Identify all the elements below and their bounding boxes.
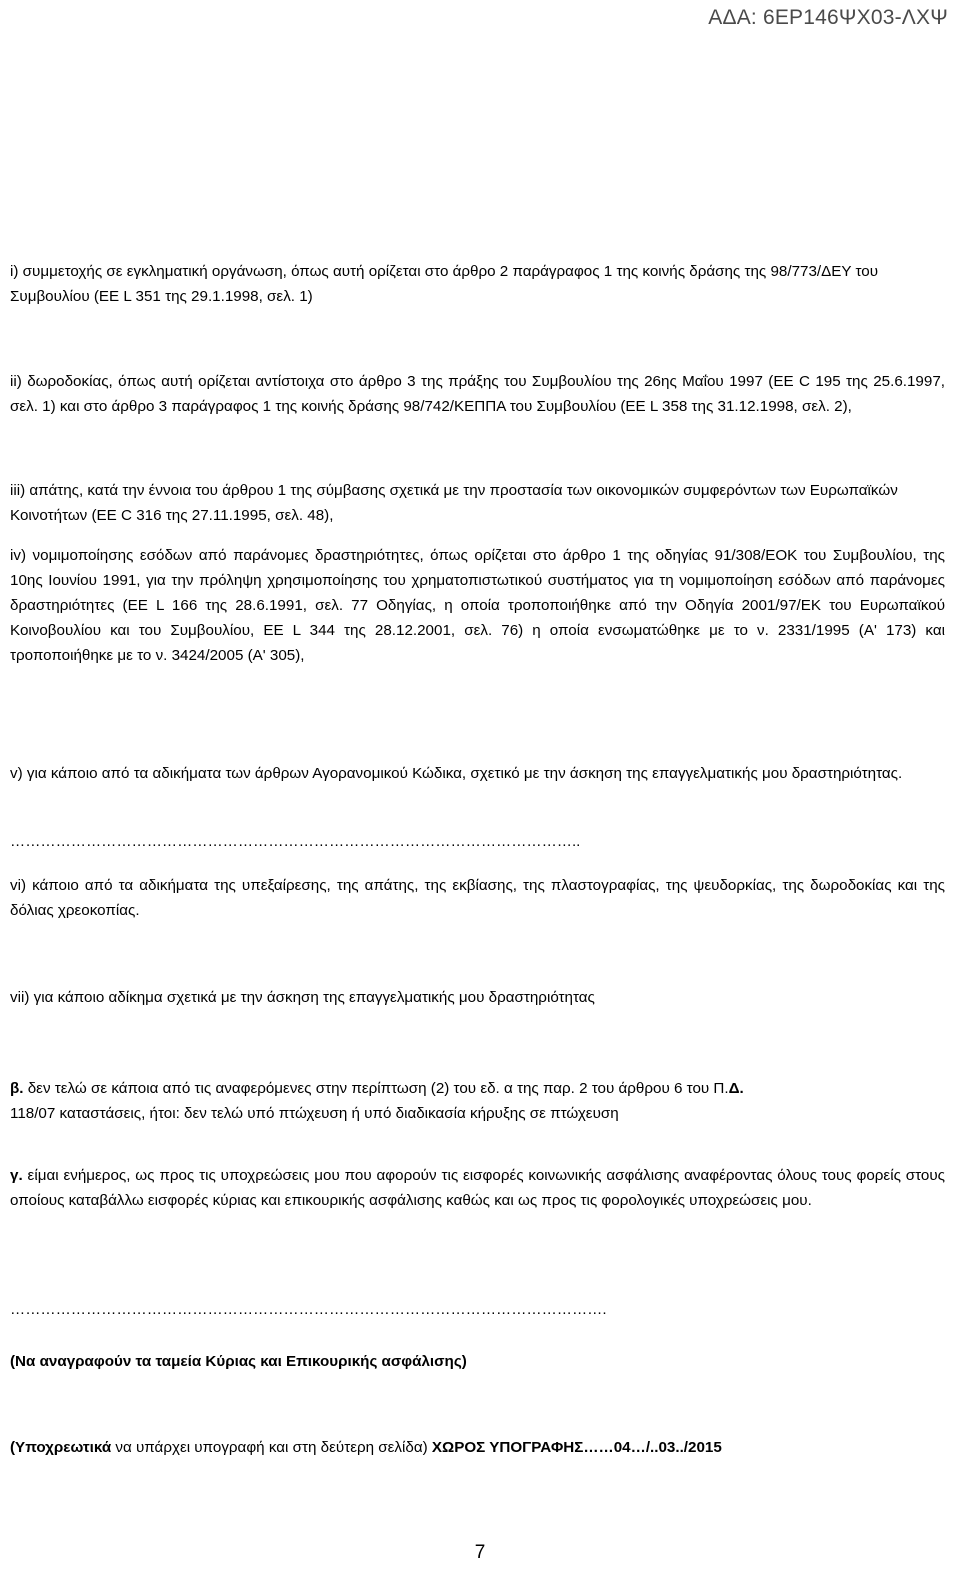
page-number: 7 <box>474 1542 486 1563</box>
item-vi: vi) κάποιο από τα αδικήματα της υπεξαίρεσης, της απάτης, της εκβίασης, της πλαστογραφίας, της ψευδορκίας, της δωροδοκίας και της δόλιας χρεοκοπίας. <box>10 877 945 919</box>
section-c <box>10 1163 945 1213</box>
item-i: i) συμμετοχής σε εγκληματική οργάνωση, όπως αυτή ορίζεται στο άρθρο 2 παράγραφος 1 της κοινής δράσης της 98/773/ΔΕΥ του Συμβουλίου (ΕΕ L 351 της 29.1.1998, σελ. 1) <box>10 263 879 305</box>
item-v: v) για κάποιο από τα αδικήματα των άρθρων Αγορανομικού Κώδικα, σχετικό με την άσκηση της επαγγελματικής μου δραστηριότητας. <box>10 765 903 782</box>
signature-area: ΧΩΡΟΣ ΥΠΟΓΡΑΦΗΣ……04…/..03../2015 <box>431 1439 722 1456</box>
dotted-line-2: ………………………………………………………………………………………………………. <box>10 1301 607 1318</box>
section-b-text: δεν τελώ σε κάποια από τις αναφερόμενες στην περίπτωση (2) του εδ. α της παρ. 2 του άρθρου 6 του Π. <box>23 1080 729 1097</box>
section-c-label: γ. <box>10 1167 23 1184</box>
item-ii: ii) δωροδοκίας, όπως αυτή ορίζεται αντίστοιχα στο άρθρο 3 της πράξης του Συμβουλίου της 26ης Μαΐου 1997 (ΕΕ C 195 της 25.6.1997, σελ. 1) και στο άρθρο 3 παράγραφος 1 της κοινής δράσης 98/742/ΚΕΠΠΑ του Συμβουλίου (ΕΕ L 358 της 31.12.1998, σελ. 2), <box>10 373 945 415</box>
mandatory-label: (Υποχρεωτικά <box>10 1439 112 1456</box>
signature-line <box>10 1435 945 1460</box>
ada-code: ΑΔΑ: 6ΕΡ146ΨΧ03-ΛΧΨ <box>708 6 948 29</box>
item-iii: iii) απάτης, κατά την έννοια του άρθρου 1 της σύμβασης σχετικά με την προστασία των οικονομικών συμφερόντων των Ευρωπαϊκών Κοινοτήτων (ΕΕ C 316 της 27.11.1995, σελ. 48), <box>10 482 898 524</box>
insurance-note: (Να αναγραφούν τα ταμεία Κύριας και Επικουρικής ασφάλισης) <box>10 1353 467 1370</box>
dotted-line: ………………………………………………………………………………………………….. <box>10 833 581 850</box>
section-c-text: είμαι ενήμερος, ως προς τις υποχρεώσεις μου που αφορούν τις εισφορές κοινωνικής ασφάλισης αναφέροντας όλους τους φορείς στους οποίους καταβάλλω εισφορές κύριας και επικουρικής ασφάλισης καθώς και ως προς τις φορολογικές υποχρεώσεις μου. <box>10 1167 945 1209</box>
section-b <box>10 1076 945 1126</box>
section-b-bold: Δ. <box>728 1080 744 1097</box>
section-b-label: β. <box>10 1080 24 1097</box>
item-vii: vii) για κάποιο αδίκημα σχετικά με την άσκηση της επαγγελματικής μου δραστηριότητας <box>10 989 595 1006</box>
signature-instruction: να υπάρχει υπογραφή και στη δεύτερη σελίδα) <box>111 1439 432 1456</box>
item-iv: iv) νομιμοποίησης εσόδων από παράνομες δραστηριότητες, όπως ορίζεται στο άρθρο 1 της οδηγίας 91/308/ΕΟΚ του Συμβουλίου, της 10ης Ιουνίου 1991, για την πρόληψη χρησιμοποίησης του χρηματοπιστωτικού συστήματος για τη νομιμοποίηση εσόδων από παράνομες δραστηριότητες (ΕΕ L 166 της 28.6.1991, σελ. 77 Οδηγίας, η οποία τροποποιήθηκε από την Οδηγία 2001/97/ΕΚ του Ευρωπαϊκού Κοινοβουλίου και του Συμβουλίου, ΕΕ L 344 της 28.12.2001, σελ. 76) η οποία ενσωματώθηκε με το ν. 2331/1995 (Α' 173) και τροποποιήθηκε με το ν. 3424/2005 (Α' 305), <box>10 547 945 664</box>
section-b-text2: 118/07 καταστάσεις, ήτοι: δεν τελώ υπό πτώχευση ή υπό διαδικασία κήρυξης σε πτώχευση <box>10 1105 619 1122</box>
